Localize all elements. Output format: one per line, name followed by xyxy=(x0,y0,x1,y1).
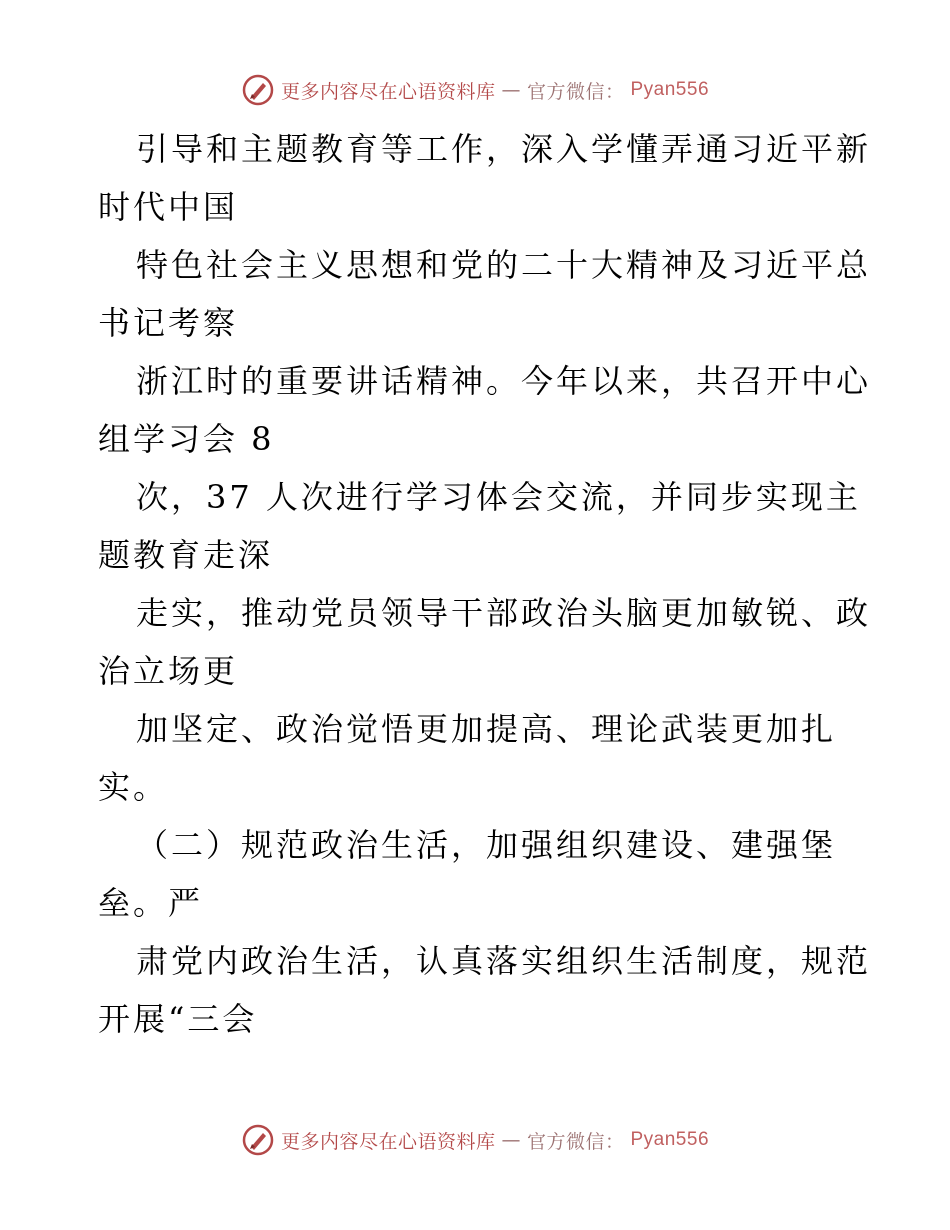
text-line: 治立场更 xyxy=(98,652,239,690)
watermark-main-text: 更多内容尽在心语资料库 xyxy=(280,1130,496,1153)
text-line: 开展“三会 xyxy=(98,1000,258,1038)
text-line: （二）规范政治生活，加强组织建设、建强堡 xyxy=(136,826,837,864)
text-line: 次，37 人次进行学习体会交流，并同步实现主 xyxy=(136,478,861,516)
text-line: 肃党内政治生活，认真落实组织生活制度，规范 xyxy=(136,942,872,980)
text-line: 题教育走深 xyxy=(98,536,274,574)
watermark-dash: — xyxy=(501,79,521,101)
watermark-sub-text: 官方微信： xyxy=(526,80,625,103)
text-line: 书记考察 xyxy=(98,304,239,342)
text-line: 浙江时的重要讲话精神。今年以来，共召开中心 xyxy=(136,362,872,400)
text-line: 时代中国 xyxy=(98,188,239,226)
text-line: 组学习会 8 xyxy=(98,420,275,458)
text-line: 垒。严 xyxy=(98,884,204,922)
text-line: 实。 xyxy=(98,768,169,806)
document-body xyxy=(98,120,872,1048)
watermark-wechat-id: Pyan556 xyxy=(630,1129,710,1150)
pen-logo-icon xyxy=(241,73,275,107)
header-watermark xyxy=(0,70,950,110)
text-line: 特色社会主义思想和党的二十大精神及习近平总 xyxy=(136,246,872,284)
watermark-wechat-id: Pyan556 xyxy=(630,79,710,100)
text-line: 加坚定、政治觉悟更加提高、理论武装更加扎 xyxy=(136,710,837,748)
text-line: 走实，推动党员领导干部政治头脑更加敏锐、政 xyxy=(136,594,872,632)
pen-logo-icon xyxy=(241,1123,275,1157)
watermark-dash: — xyxy=(501,1129,521,1151)
watermark-sub-text: 官方微信： xyxy=(526,1130,625,1153)
footer-watermark xyxy=(0,1120,950,1160)
text-line: 引导和主题教育等工作，深入学懂弄通习近平新 xyxy=(136,130,872,168)
watermark-main-text: 更多内容尽在心语资料库 xyxy=(280,80,496,103)
